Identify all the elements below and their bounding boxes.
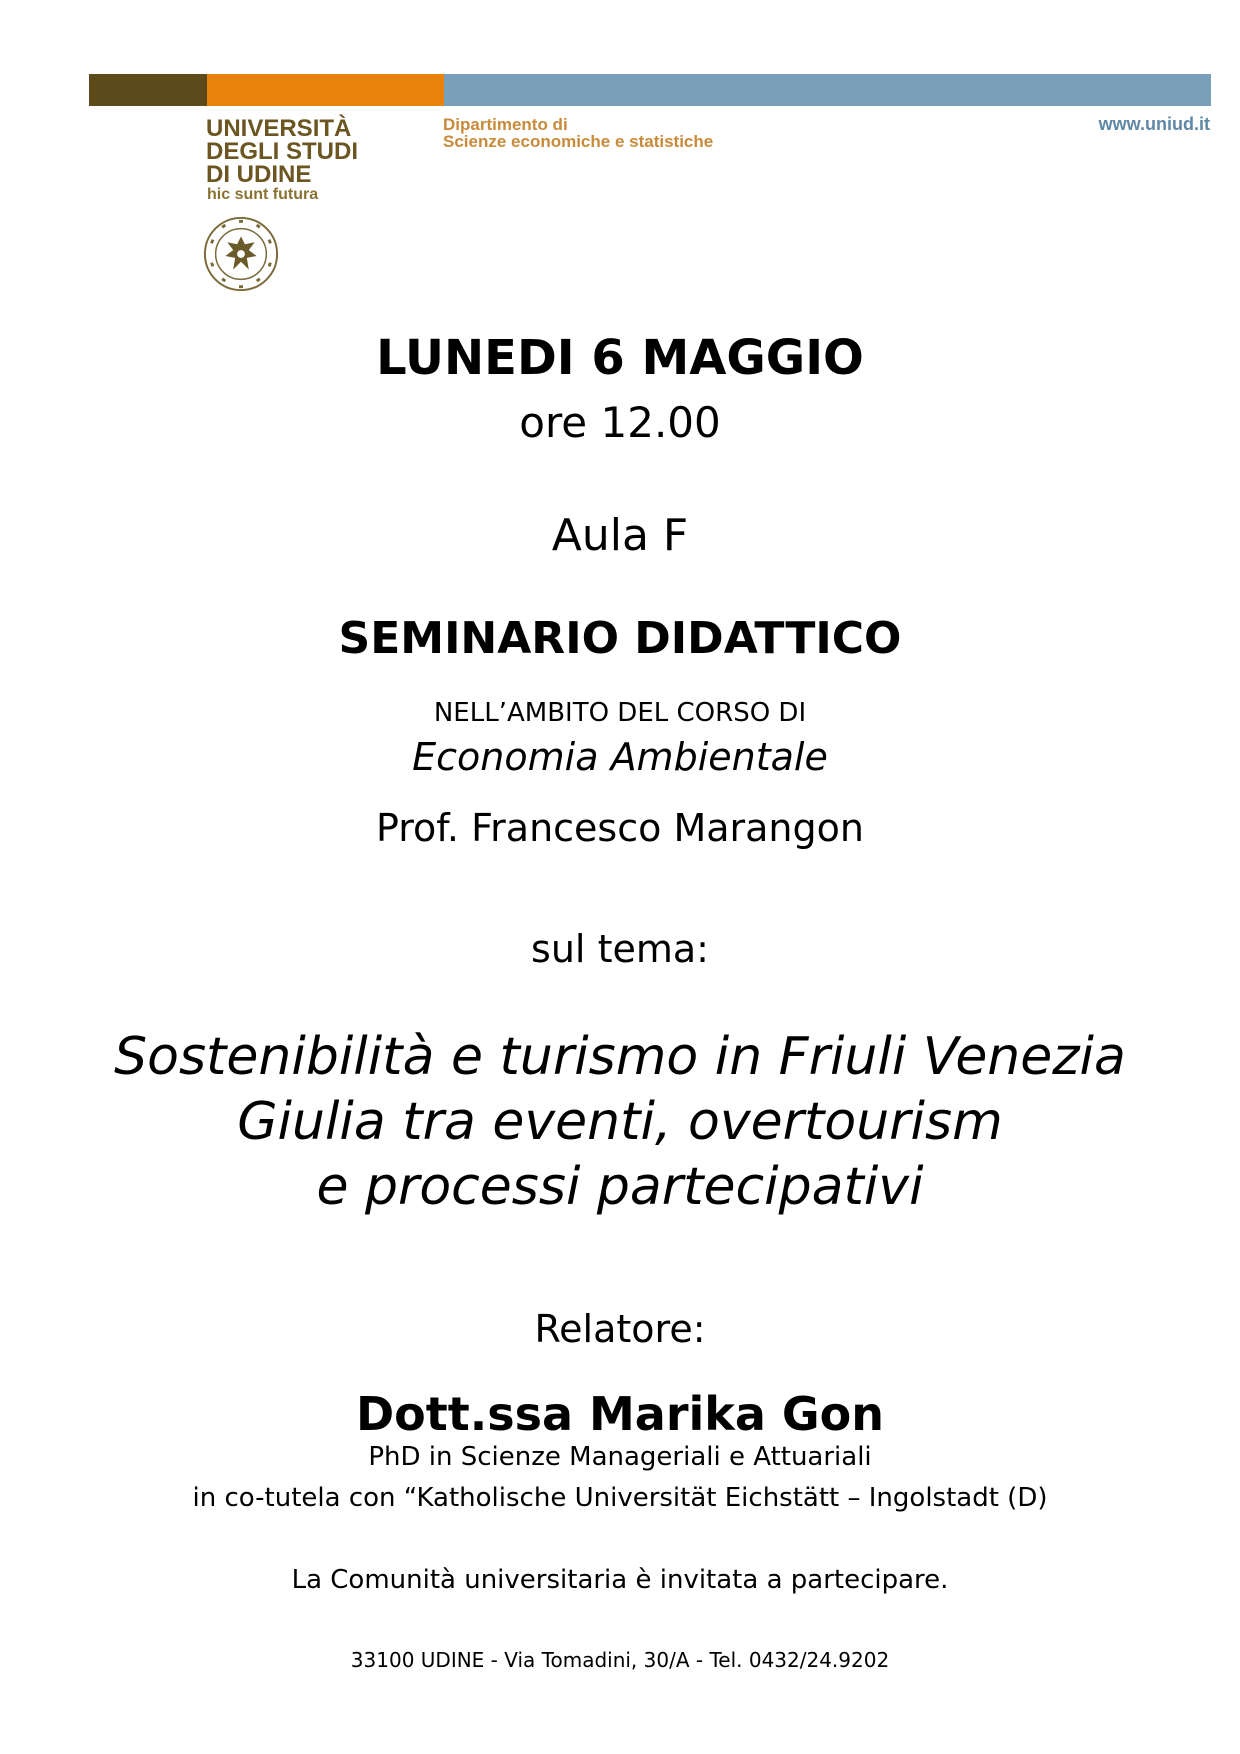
- website-link[interactable]: www.uniud.it: [1098, 114, 1210, 134]
- event-type: SEMINARIO DIDATTICO: [338, 613, 902, 664]
- topic-intro: sul tema:: [531, 927, 709, 971]
- header-bar-brown: [89, 74, 207, 106]
- university-name-line-1: UNIVERSITÀ: [206, 115, 352, 142]
- university-motto: hic sunt futura: [207, 186, 319, 203]
- header-bar-blue: [444, 74, 1211, 106]
- seminar-topic: [0, 1025, 1240, 1220]
- header-bar-orange: [207, 74, 444, 106]
- speaker-name: Dott.ssa Marika Gon: [355, 1387, 885, 1441]
- event-time: ore 12.00: [519, 398, 721, 447]
- topic-line-3: e processi partecipativi: [316, 1157, 924, 1217]
- university-name-line-3: DI UDINE: [206, 161, 312, 188]
- invitation-text: La Comunità universitaria è invitata a partecipare.: [291, 1565, 949, 1595]
- event-date: LUNEDI 6 MAGGIO: [376, 330, 864, 386]
- course-name: Economia Ambientale: [412, 735, 828, 779]
- topic-line-1: Sostenibilità e turismo in Friuli Venezia: [114, 1027, 1126, 1087]
- course-context: NELL’AMBITO DEL CORSO DI: [433, 698, 807, 728]
- footer-address: 33100 UDINE - Via Tomadini, 30/A - Tel. 0432/24.9202: [350, 1648, 890, 1672]
- professor-name: Prof. Francesco Marangon: [376, 806, 864, 850]
- department-line-2: Scienze economiche e statistiche: [443, 132, 714, 151]
- speaker-title: PhD in Scienze Manageriali e Attuariali: [368, 1442, 872, 1472]
- university-seal-icon: [202, 215, 280, 293]
- topic-line-2: Giulia tra eventi, overtourism: [237, 1092, 1003, 1152]
- department-name: [443, 116, 713, 150]
- speaker-label: Relatore:: [534, 1307, 706, 1351]
- speaker-cotutela: in co-tutela con “Katholische Universität Eichstätt – Ingolstadt (D): [192, 1483, 1048, 1513]
- university-name-line-2: DEGLI STUDI: [206, 138, 359, 165]
- university-name: [206, 117, 358, 186]
- event-room: Aula F: [551, 510, 689, 561]
- department-line-1: Dipartimento di: [443, 115, 568, 134]
